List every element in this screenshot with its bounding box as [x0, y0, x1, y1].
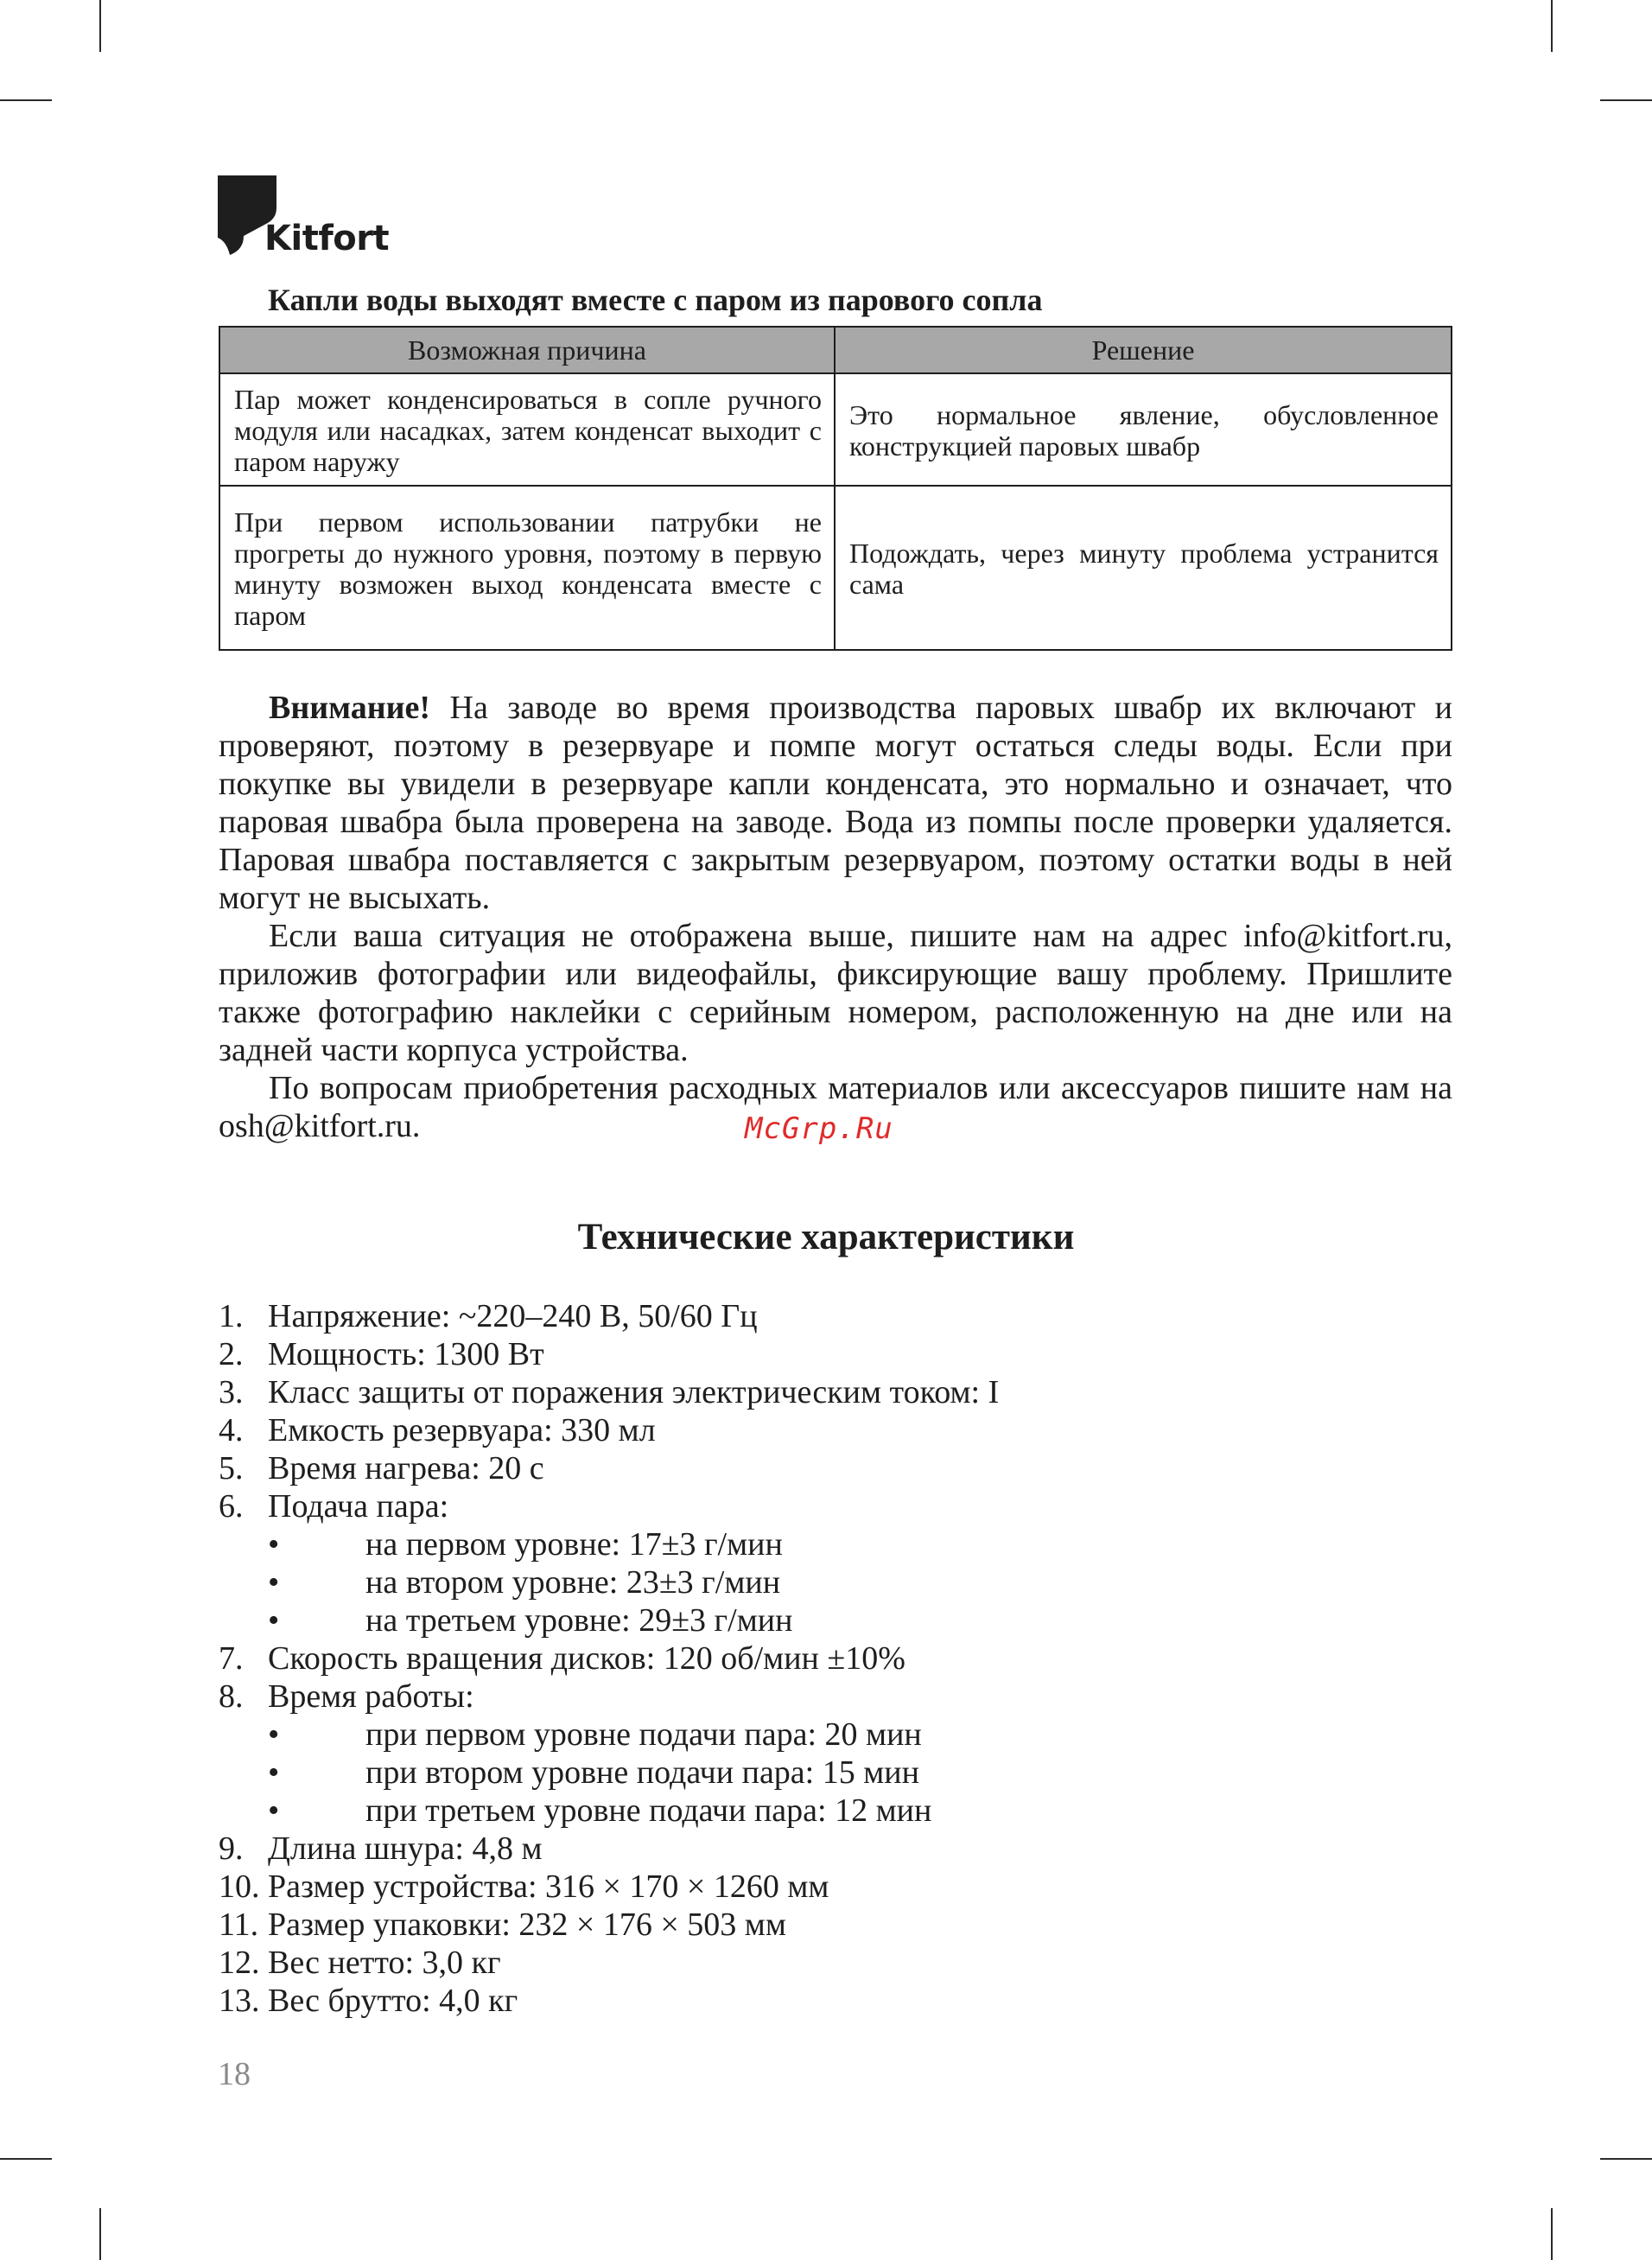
spec-number: 8. — [219, 1678, 244, 1715]
crop-mark — [1551, 0, 1553, 52]
specs-title: Технические характеристики — [577, 1217, 1075, 1257]
spec-number: 10. — [219, 1868, 260, 1905]
bullet-icon: • — [268, 1792, 280, 1829]
bullet-icon: • — [268, 1754, 280, 1791]
spec-item — [219, 1487, 1255, 1525]
notice-label: Внимание! — [269, 690, 431, 726]
spec-item — [219, 1982, 1255, 2020]
spec-number: 13. — [219, 1983, 260, 2019]
specs-list — [219, 1297, 1255, 2020]
cause-cell: При первом использовании патрубки не прогреты до нужного уровня, поэтому в первую минуту возможен выход конденсата вместе с паром — [219, 486, 835, 650]
spec-number: 3. — [219, 1374, 244, 1410]
header-solution: Решение — [835, 327, 1452, 373]
table-header-row — [219, 327, 1452, 373]
crop-mark — [1600, 99, 1652, 101]
spec-text: Время нагрева: 20 с — [268, 1450, 544, 1487]
troubleshooting-table — [219, 326, 1452, 651]
contact-paragraph: Если ваша ситуация не отображена выше, пишите нам на адрес info@kitfort.ru, приложив фотографии или видеофайлы, фиксирующие вашу проблему. Пришлите также фотографию наклейки с серийным номером, расположенную на дне или на задней части корпуса устройства. — [219, 918, 1452, 1068]
body-text — [219, 689, 1452, 1145]
crop-mark — [99, 0, 101, 52]
page-number: 18 — [218, 2056, 251, 2092]
solution-cell: Подождать, через минуту проблема устранится сама — [835, 486, 1452, 650]
spec-text: Напряжение: ~220–240 В, 50/60 Гц — [268, 1298, 758, 1334]
crop-mark — [0, 2158, 52, 2160]
spec-item — [219, 1830, 1255, 1868]
spec-subitem — [219, 1754, 1255, 1792]
bullet-icon: • — [268, 1602, 280, 1639]
spec-subitem — [219, 1792, 1255, 1830]
solution-cell: Это нормальное явление, обусловленное конструкцией паровых швабр — [835, 373, 1452, 486]
crop-mark — [1551, 2208, 1553, 2260]
spec-text: Емкость резервуара: 330 мл — [268, 1412, 656, 1448]
spec-number: 12. — [219, 1945, 260, 1981]
spec-text: Скорость вращения дисков: 120 об/мин ±10% — [268, 1640, 905, 1677]
bullet-icon: • — [268, 1564, 280, 1601]
spec-text: Время работы: — [268, 1678, 474, 1715]
notice-text: На заводе во время производства паровых швабр их включают и проверяют, поэтому в резервуаре и помпе могут остаться следы воды. Если при покупке вы увидели в резервуаре капли конденсата, это нормально и означает, что паровая швабра была проверена на заводе. Вода из помпы после проверки удаляется. Паровая швабра поставляется с закрытым резервуаром, поэтому остатки воды в ней могут не высыхать. — [219, 690, 1453, 916]
spec-item — [219, 1411, 1255, 1449]
spec-item — [219, 1449, 1255, 1487]
crop-mark — [0, 99, 52, 101]
table-row — [219, 486, 1452, 650]
spec-subitem — [219, 1563, 1255, 1601]
spec-number: 5. — [219, 1450, 244, 1487]
header-cause: Возможная причина — [219, 327, 835, 373]
spec-text: Мощность: 1300 Вт — [268, 1336, 544, 1372]
brand-name: Kitfort — [264, 219, 390, 258]
spec-subitem-text: на третьем уровне: 29±3 г/мин — [365, 1602, 793, 1639]
spec-text: Размер упаковки: 232 × 176 × 503 мм — [268, 1907, 786, 1943]
spec-text: Длина шнура: 4,8 м — [268, 1830, 543, 1867]
spec-subitem — [219, 1525, 1255, 1563]
cause-cell: Пар может конденсироваться в сопле ручного модуля или насадках, затем конденсат выходит с паром наружу — [219, 373, 835, 486]
spec-text: Вес нетто: 3,0 кг — [268, 1945, 501, 1981]
spec-item — [219, 1677, 1255, 1716]
spec-item — [219, 1297, 1255, 1335]
spec-number: 1. — [219, 1298, 244, 1334]
spec-item — [219, 1639, 1255, 1677]
table-row — [219, 373, 1452, 486]
spec-item — [219, 1868, 1255, 1906]
spec-item — [219, 1944, 1255, 1982]
spec-subitem — [219, 1601, 1255, 1639]
spec-text: Класс защиты от поражения электрическим током: I — [268, 1374, 1000, 1410]
spec-text: Подача пара: — [268, 1488, 449, 1525]
watermark: McGrp.Ru — [745, 1111, 893, 1146]
troubleshooting-title: Капли воды выходят вместе с паром из парового сопла — [268, 283, 1043, 317]
spec-number: 2. — [219, 1336, 244, 1372]
spec-item — [219, 1335, 1255, 1373]
spec-number: 4. — [219, 1412, 244, 1448]
crop-mark — [99, 2208, 101, 2260]
spec-item — [219, 1373, 1255, 1411]
bullet-icon: • — [268, 1526, 280, 1563]
spec-number: 7. — [219, 1640, 244, 1677]
spec-number: 11. — [219, 1907, 259, 1943]
spec-subitem-text: на первом уровне: 17±3 г/мин — [365, 1526, 783, 1563]
accessories-paragraph: По вопросам приобретения расходных материалов или аксессуаров пишите нам на osh@kitfort.ru. — [219, 1070, 1452, 1144]
spec-item — [219, 1906, 1255, 1944]
spec-number: 9. — [219, 1830, 244, 1867]
spec-subitem-text: при втором уровне подачи пара: 15 мин — [365, 1754, 919, 1791]
spec-text: Размер устройства: 316 × 170 × 1260 мм — [268, 1868, 829, 1905]
spec-text: Вес брутто: 4,0 кг — [268, 1983, 518, 2019]
crop-mark — [1600, 2158, 1652, 2160]
spec-subitem — [219, 1716, 1255, 1754]
spec-subitem-text: при третьем уровне подачи пара: 12 мин — [365, 1792, 932, 1829]
notice-paragraph — [219, 689, 1452, 917]
spec-subitem-text: на втором уровне: 23±3 г/мин — [365, 1564, 781, 1601]
spec-number: 6. — [219, 1488, 244, 1525]
bullet-icon: • — [268, 1716, 280, 1753]
spec-subitem-text: при первом уровне подачи пара: 20 мин — [365, 1716, 922, 1753]
